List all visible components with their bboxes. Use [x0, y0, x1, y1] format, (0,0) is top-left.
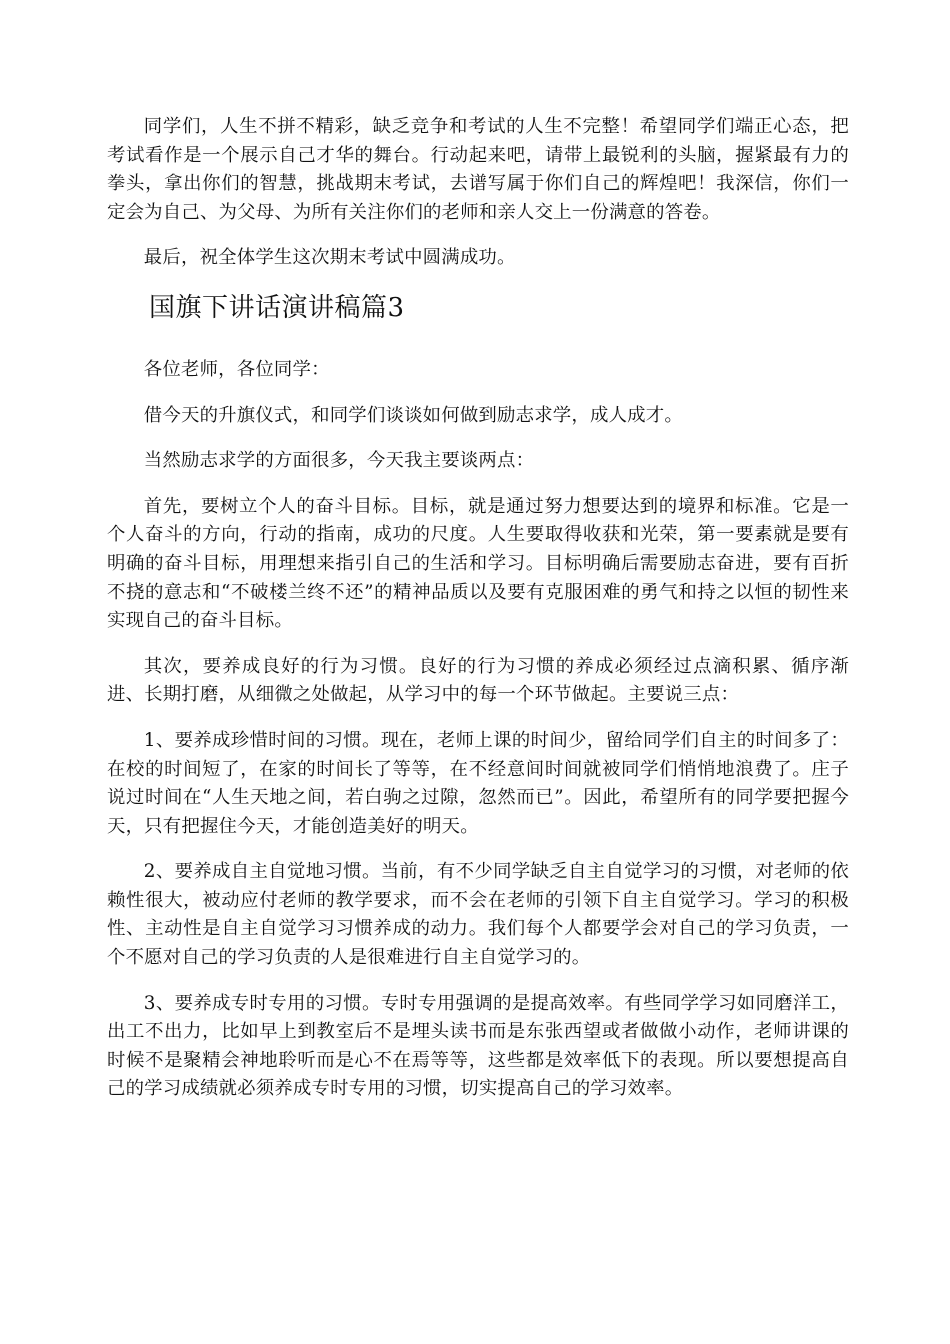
paragraph-intro: 借今天的升旗仪式，和同学们谈谈如何做到励志求学，成人成才。	[143, 404, 683, 426]
document-page	[107, 113, 849, 1121]
paragraph-second-habits: 其次，要养成良好的行为习惯。良好的行为习惯的养成必须经过点滴积累、循序渐进、长期打磨，从细微之处做起，从学习中的每一个环节做起。主要说三点：	[107, 655, 849, 706]
paragraph-closing-wish: 最后，祝全体学生这次期末考试中圆满成功。	[143, 247, 516, 269]
section-heading: 国旗下讲话演讲稿篇3	[149, 292, 405, 323]
paragraph-habit-1: 1、要养成珍惜时间的习惯。现在，老师上课的时间少，留给同学们自主的时间多了：在校的时间短了，在家的时间长了等等，在不经意间时间就被同学们悄悄地浪费了。庄子说过时间在“人生天地之间，若白驹之过隙，忽然而已”。因此，希望所有的同学要把握今天，只有把握住今天，才能创造美好的明天。	[107, 729, 849, 837]
paragraph-exam-encouragement: 同学们，人生不拼不精彩，缺乏竞争和考试的人生不完整！希望同学们端正心态，把考试看作是一个展示自己才华的舞台。行动起来吧，请带上最锐利的头脑，握紧最有力的拳头，拿出你们的智慧，挑战期末考试，去谱写属于你们自己的辉煌吧！我深信，你们一定会为自己、为父母、为所有关注你们的老师和亲人交上一份满意的答卷。	[107, 116, 849, 223]
paragraph-greeting: 各位老师，各位同学：	[143, 358, 330, 380]
paragraph-first-goal: 首先，要树立个人的奋斗目标。目标，就是通过努力想要达到的境界和标准。它是一个人奋斗的方向，行动的指南，成功的尺度。人生要取得收获和光荣，第一要素就是要有明确的奋斗目标，用理想来指引自己的生活和学习。目标明确后需要励志奋进，要有百折不挠的意志和“不破楼兰终不还”的精神品质以及要有克服困难的勇气和持之以恒的韧性来实现自己的奋斗目标。	[107, 495, 849, 632]
paragraph-habit-3: 3、要养成专时专用的习惯。专时专用强调的是提高效率。有些同学学习如同磨洋工，出工不出力，比如早上到教室后不是埋头读书而是东张西望或者做做小动作，老师讲课的时候不是聚精会神地聆听而是心不在焉等等，这些都是效率低下的表现。所以要想提高自己的学习成绩就必须养成专时专用的习惯，切实提高自己的学习效率。	[107, 992, 849, 1100]
paragraph-habit-2: 2、要养成自主自觉地习惯。当前，有不少同学缺乏自主自觉学习的习惯，对老师的依赖性很大，被动应付老师的教学要求，而不会在老师的引领下自主自觉学习。学习的积极性、主动性是自主自觉学习习惯养成的动力。我们每个人都要学会对自己的学习负责，一个不愿对自己的学习负责的人是很难进行自主自觉学习的。	[107, 861, 849, 969]
paragraph-two-points: 当然励志求学的方面很多，今天我主要谈两点：	[143, 450, 535, 472]
